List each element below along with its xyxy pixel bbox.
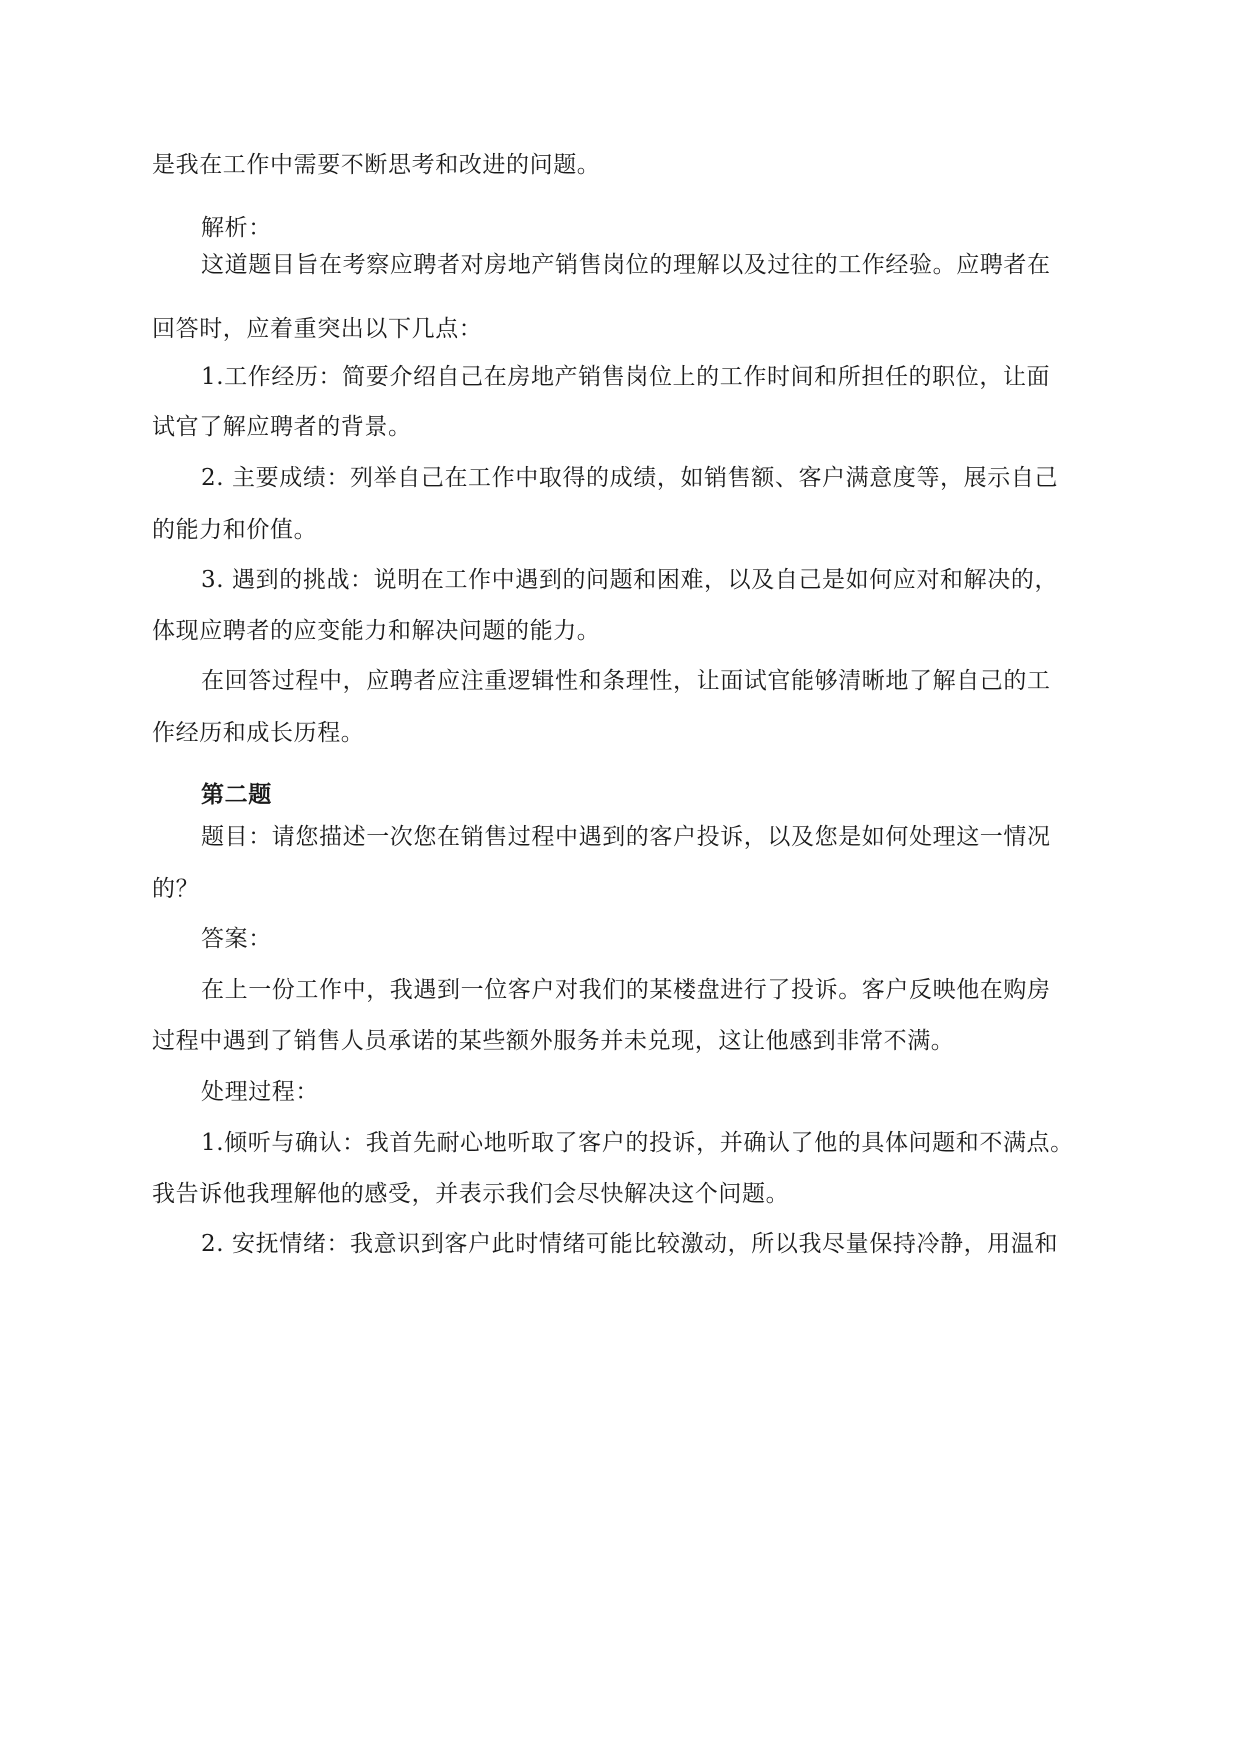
text-line: 过程中遇到了销售人员承诺的某些额外服务并未兑现，这让他感到非常不满。 <box>152 1028 955 1054</box>
text-line: 体现应聘者的应变能力和解决问题的能力。 <box>152 618 601 644</box>
text-line: 在上一份工作中，我遇到一位客户对我们的某楼盘进行了投诉。客户反映他在购房 <box>201 977 1051 1003</box>
section-label-process: 处理过程： <box>201 1079 319 1105</box>
question-text: 题目：请您描述一次您在销售过程中遇到的客户投诉，以及您是如何处理这一情况 <box>201 824 1051 850</box>
text-line: 的能力和价值。 <box>152 517 318 543</box>
text-line: 我告诉他我理解他的感受，并表示我们会尽快解决这个问题。 <box>152 1181 790 1207</box>
text-line: 回答时，应着重突出以下几点： <box>152 316 483 342</box>
question-text: 的？ <box>152 876 200 902</box>
section-label-analysis: 解析： <box>201 215 272 241</box>
list-item: 2. 安抚情绪：我意识到客户此时情绪可能比较激动，所以我尽量保持冷静，用温和 <box>201 1231 1059 1257</box>
text-line: 是我在工作中需要不断思考和改进的问题。 <box>152 152 601 178</box>
section-label-answer: 答案： <box>201 926 272 952</box>
section-heading: 第二题 <box>201 781 272 808</box>
text-line: 作经历和成长历程。 <box>152 720 365 746</box>
list-item: 3. 遇到的挑战：说明在工作中遇到的问题和困难，以及自己是如何应对和解决的， <box>201 567 1059 593</box>
list-item: 2. 主要成绩：列举自己在工作中取得的成绩，如销售额、客户满意度等，展示自己 <box>201 465 1059 491</box>
text-line: 这道题目旨在考察应聘者对房地产销售岗位的理解以及过往的工作经验。应聘者在 <box>201 252 1051 278</box>
text-line: 试官了解应聘者的背景。 <box>152 414 412 440</box>
text-line: 在回答过程中，应聘者应注重逻辑性和条理性，让面试官能够清晰地了解自己的工 <box>201 668 1051 694</box>
list-item: 1.工作经历：简要介绍自己在房地产销售岗位上的工作时间和所担任的职位，让面 <box>201 364 1051 390</box>
list-item: 1.倾听与确认：我首先耐心地听取了客户的投诉，并确认了他的具体问题和不满点。 <box>201 1130 1074 1156</box>
